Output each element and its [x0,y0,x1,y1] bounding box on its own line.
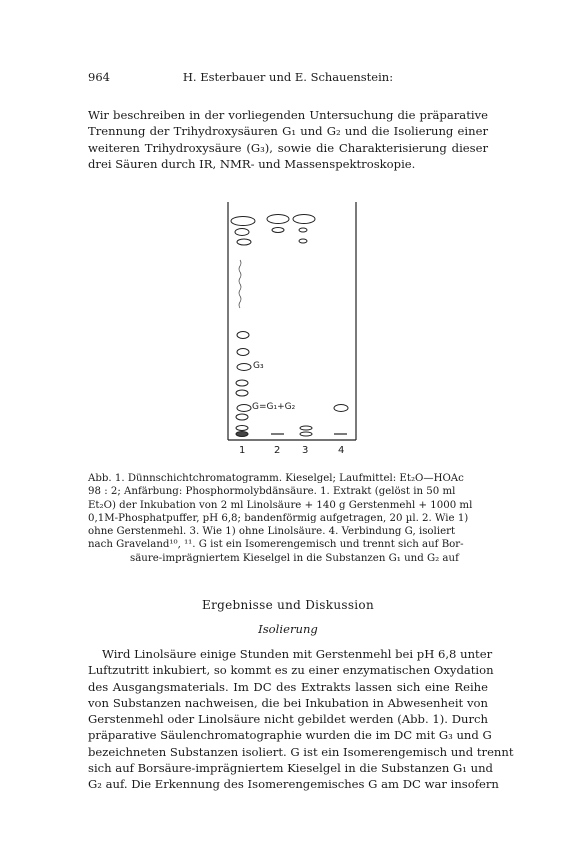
spot-lane1-e [237,349,249,356]
caption-line: Et₂O) der Inkubation von 2 ml Linolsäure + 140 g Gerstenmehl + 1000 ml [88,499,473,511]
text-line: präparative Säulenchromatographie wurden die im DC mit G₃ und G [88,728,492,743]
spot-lane1-front [231,217,255,226]
spot-lane1-d [237,332,249,339]
spot-lane1-c [237,239,251,245]
text-line: Luftzutritt inkubiert, so kommt es zu einer enzymatischen Oxydation [88,663,494,678]
lane-label-2: 2 [274,445,281,456]
body-paragraph [88,646,514,793]
tlc-plate [226,200,366,468]
spot-lane3-front [293,215,315,224]
spot-lane1-f [236,380,248,386]
spot-lane2-front [267,215,289,224]
band-lane1-a [236,426,248,431]
caption-line: säure-imprägniertem Kieselgel in die Substanzen G₁ und G₂ auf [130,552,459,564]
text-line: bezeichneten Substanzen isoliert. G ist ein Isomerengemisch und trennt [88,744,514,759]
spot-g [237,405,251,412]
text-line: weiteren Trihydroxysäure (G₃), sowie die Charakterisierung dieser [88,140,488,155]
streak-lane1 [239,260,241,308]
text-line: sich auf Borsäure-imprägniertem Kieselgel in die Substanzen G₁ und [88,761,493,776]
spot-lane1-b [235,229,249,236]
text-line: drei Säuren durch IR, NMR- und Massenspektroskopie. [88,156,416,171]
tlc-figure [226,200,366,468]
lane-label-1: 1 [239,445,246,456]
spot-g3 [237,364,251,371]
caption-line: ohne Gerstenmehl. 3. Wie 1) ohne Linolsäure. 4. Verbindung G, isoliert [88,526,456,538]
subsection-title: Isolierung [258,622,318,636]
spot-lane3-c [299,239,307,243]
spot-lane1-g [236,390,248,396]
band-lane3-b [300,432,312,436]
spot-label-g3: G₃ [253,361,264,371]
text-line: des Ausgangsmaterials. Im DC des Extrakts lassen sich eine Reihe [88,679,488,694]
figure-caption [88,472,490,565]
text-line: Wird Linolsäure einige Stunden mit Gerstenmehl bei pH 6,8 unter [102,647,493,661]
page-number: 964 [88,70,110,84]
spot-lane3-b [299,228,307,232]
text-line: G₂ auf. Die Erkennung des Isomerengemisches G am DC war insofern [88,777,499,792]
lane-label-3: 3 [302,445,309,456]
caption-line: 0,1M-Phosphatpuffer, pH 6,8; bandenförmig aufgetragen, 20 µl. 2. Wie 1) [88,512,469,524]
spot-lane2-b [272,228,284,233]
band-lane3-a [300,426,312,430]
text-line: Trennung der Trihydroxysäuren G₁ und G₂ und die Isolierung einer [88,124,488,139]
text-line: Wir beschreiben in der vorliegenden Untersuchung die präparative [88,108,488,122]
spot-lane1-h [236,414,248,420]
running-title: H. Esterbauer und E. Schauenstein: [182,70,394,84]
spot-lane4-g [334,405,348,412]
band-lane1-b [236,432,248,437]
spot-label-g: G=G₁+G₂ [252,402,296,412]
lane-label-4: 4 [338,445,345,456]
text-line: Gerstenmehl oder Linolsäure nicht gebildet werden (Abb. 1). Durch [88,712,488,727]
section-title: Ergebnisse und Diskussion [202,598,374,612]
intro-paragraph [88,107,488,172]
text-line: von Substanzen nachweisen, die bei Inkubation in Abwesenheit von [88,695,488,710]
caption-line: nach Graveland¹⁰, ¹¹. G ist ein Isomerengemisch und trennt sich auf Bor- [88,539,464,551]
caption-line: 98 : 2; Anfärbung: Phosphormolybdänsäure. 1. Extrakt (gelöst in 50 ml [88,486,456,498]
caption-line: Abb. 1. Dünnschichtchromatogramm. Kieselgel; Laufmittel: Et₂O—HOAc [88,473,464,484]
